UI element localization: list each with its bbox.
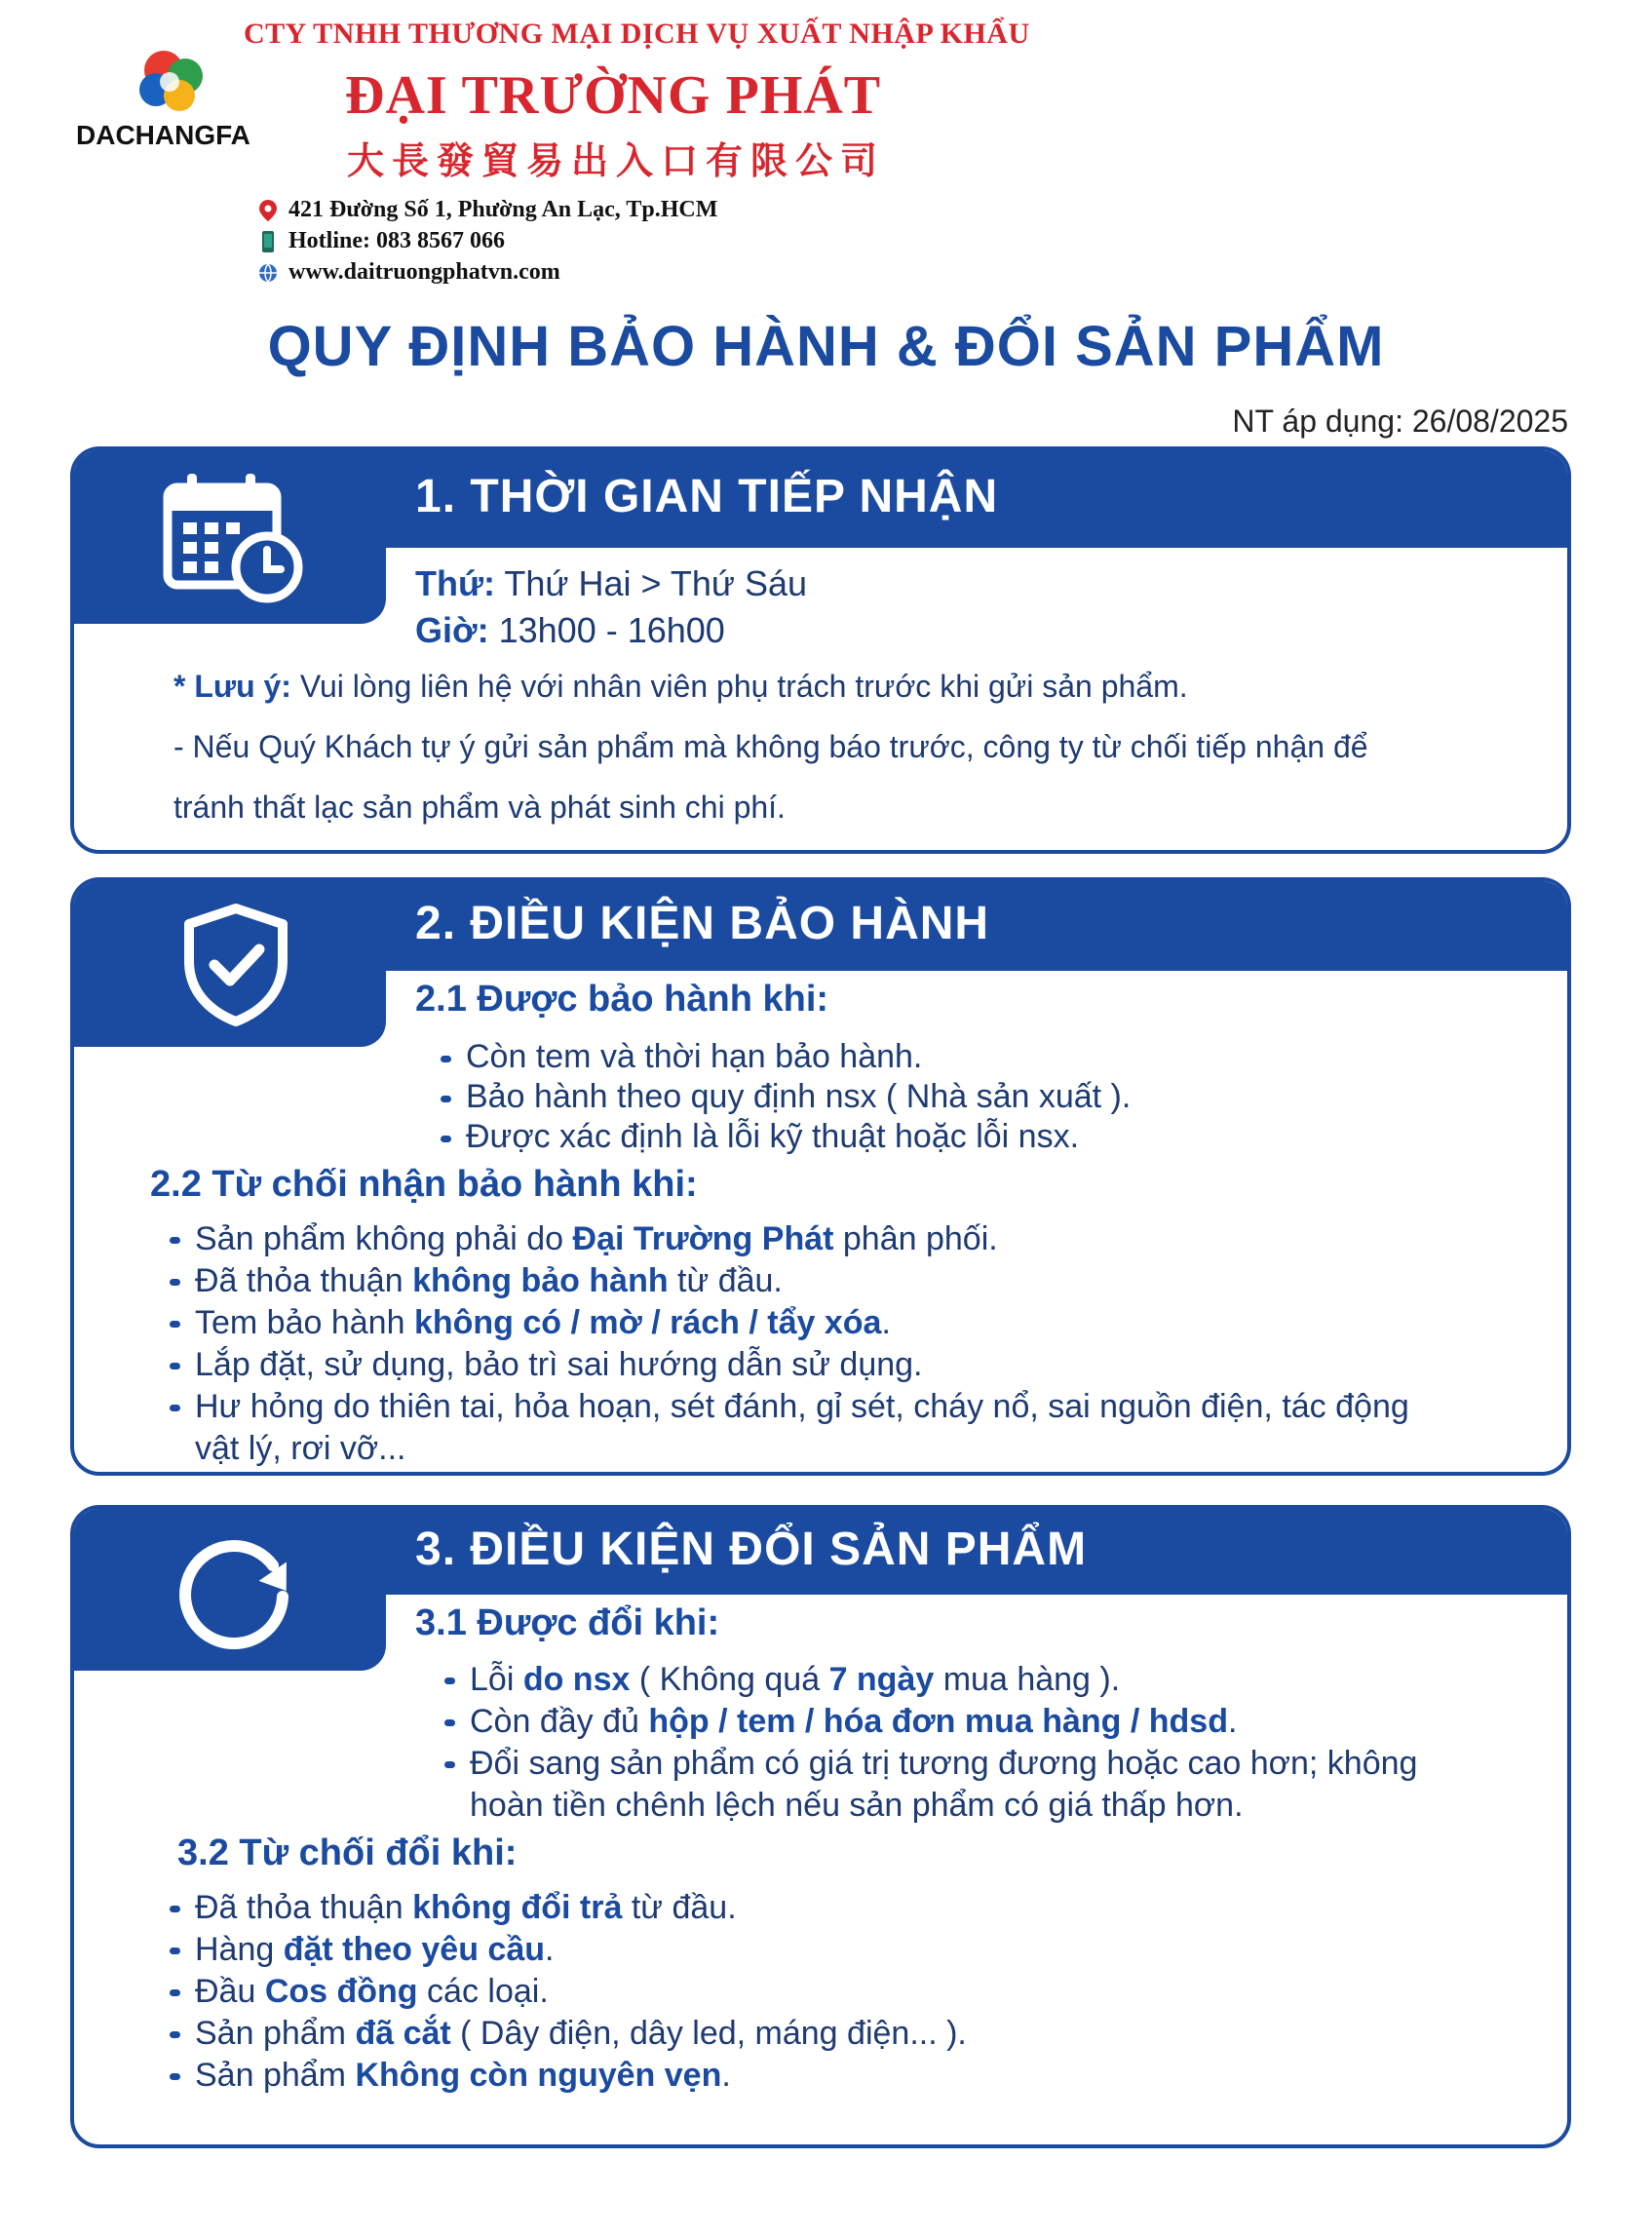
section-warranty-conditions	[70, 877, 1571, 1476]
list-item: Sản phẩm không phải do Đại Trường Phát phân phối.	[170, 1218, 1409, 1260]
section-title: 1. THỜI GIAN TIẾP NHẬN	[415, 471, 999, 522]
list-item: Đã thỏa thuận không bảo hành từ đầu.	[170, 1260, 1409, 1302]
shield-check-icon	[168, 901, 304, 1027]
note-line-1	[173, 669, 1188, 705]
note-line-3: tránh thất lạc sản phẩm và phát sinh chi phí.	[173, 790, 786, 825]
hours-value: 13h00 - 16h00	[498, 610, 725, 650]
days-label: Thứ:	[415, 563, 496, 603]
note-line-2: - Nếu Quý Khách tự ý gửi sản phẩm mà không báo trước, công ty từ chối tiếp nhận để	[173, 729, 1368, 764]
hours-line	[415, 610, 725, 651]
note-text: Vui lòng liên hệ với nhân viên phụ trách trước khi gửi sản phẩm.	[299, 669, 1188, 704]
list-item: Đầu Cos đồng các loại.	[170, 1971, 967, 2013]
section-exchange-conditions	[70, 1505, 1571, 2148]
list-item: Sản phẩm Không còn nguyên vẹn.	[170, 2055, 967, 2097]
section-title: 3. ĐIỀU KIỆN ĐỔI SẢN PHẨM	[415, 1523, 1088, 1575]
hours-label: Giờ:	[415, 610, 489, 650]
refresh-icon	[168, 1526, 304, 1653]
list-item: Tem bảo hành không có / mờ / rách / tẩy xóa.	[170, 1302, 1409, 1344]
list-item: Hàng đặt theo yêu cầu.	[170, 1929, 967, 1971]
location-pin-icon	[257, 199, 279, 222]
list-item: Còn tem và thời hạn bảo hành.	[441, 1037, 1131, 1077]
note-label: * Lưu ý:	[173, 669, 291, 704]
exchange-accepted-list	[444, 1659, 1417, 1827]
subsection-title: 3.2 Từ chối đổi khi:	[177, 1832, 518, 1873]
list-item-continuation: vật lý, rơi vỡ...	[195, 1430, 406, 1467]
list-item: Bảo hành theo quy định nsx ( Nhà sản xuất ).	[441, 1077, 1131, 1117]
website-link[interactable]: www.daitruongphatvn.com	[288, 259, 560, 285]
phone-icon	[257, 230, 279, 253]
company-type: CTY TNHH THƯƠNG MẠI DỊCH VỤ XUẤT NHẬP KHẨU	[244, 18, 1030, 50]
list-item: Hư hỏng do thiên tai, hỏa hoạn, sét đánh, gỉ sét, cháy nổ, sai nguồn điện, tác động vật lý, rơi vỡ...	[170, 1386, 1409, 1470]
hotline-line	[257, 228, 505, 254]
svg-text:DACHANGFA: DACHANGFA	[76, 120, 250, 150]
list-item: Sản phẩm đã cắt ( Dây điện, dây led, máng điện... ).	[170, 2013, 967, 2055]
company-logo	[76, 49, 281, 166]
days-value: Thứ Hai > Thứ Sáu	[504, 563, 808, 603]
address-line	[257, 197, 717, 223]
effective-date: NT áp dụng: 26/08/2025	[1232, 404, 1568, 439]
subsection-title: 3.1 Được đổi khi:	[415, 1602, 720, 1643]
section-reception-time	[70, 446, 1571, 854]
company-name: ĐẠI TRƯỜNG PHÁT	[345, 65, 882, 126]
section-title: 2. ĐIỀU KIỆN BẢO HÀNH	[415, 898, 990, 949]
subsection-title: 2.2 Từ chối nhận bảo hành khi:	[150, 1164, 698, 1205]
days-line	[415, 563, 807, 604]
address-text: 421 Đường Số 1, Phường An Lạc, Tp.HCM	[288, 197, 718, 222]
warranty-rejected-list	[170, 1218, 1409, 1470]
page-title: QUY ĐỊNH BẢO HÀNH & ĐỔI SẢN PHẨM	[267, 315, 1385, 378]
logo-mark-icon	[76, 49, 281, 166]
exchange-rejected-list	[170, 1887, 967, 2097]
calendar-clock-icon	[162, 470, 308, 606]
subsection-title: 2.1 Được bảo hành khi:	[415, 979, 829, 1020]
website-line	[257, 259, 560, 286]
list-item: Đã thỏa thuận không đổi trả từ đầu.	[170, 1887, 967, 1929]
list-item: Còn đầy đủ hộp / tem / hóa đơn mua hàng / hdsd.	[444, 1701, 1417, 1743]
globe-icon	[257, 261, 279, 285]
company-name-chinese: 大長發貿易出入口有限公司	[347, 138, 886, 182]
list-item: Lỗi do nsx ( Không quá 7 ngày mua hàng ).	[444, 1659, 1417, 1701]
hotline-text[interactable]: Hotline: 083 8567 066	[288, 228, 505, 253]
list-item: Được xác định là lỗi kỹ thuật hoặc lỗi nsx.	[441, 1117, 1131, 1157]
warranty-accepted-list	[441, 1037, 1131, 1157]
list-item: Lắp đặt, sử dụng, bảo trì sai hướng dẫn sử dụng.	[170, 1344, 1409, 1386]
list-item-continuation: hoàn tiền chênh lệch nếu sản phẩm có giá thấp hơn.	[470, 1787, 1244, 1824]
list-item: Đổi sang sản phẩm có giá trị tương đương hoặc cao hơn; không hoàn tiền chênh lệch nếu sản phẩm có giá thấp hơn.	[444, 1743, 1417, 1827]
